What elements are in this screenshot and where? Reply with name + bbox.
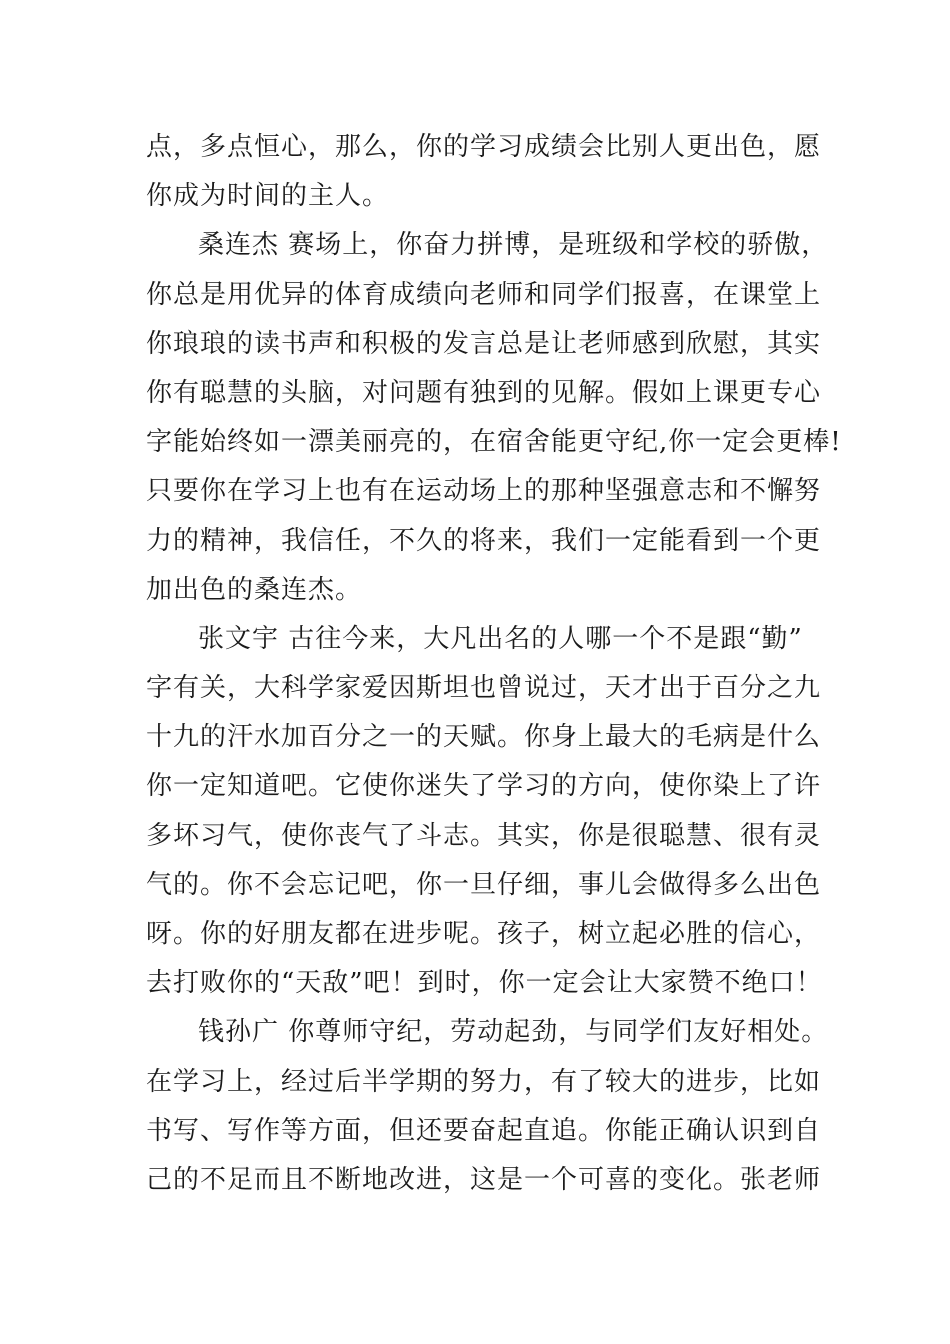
text-line: 字能始终如一漂美丽亮的，在宿舍能更守纪,你一定会更棒! <box>146 427 842 458</box>
text-line: 十九的汗水加百分之一的天赋。你身上最大的毛病是什么 <box>146 722 822 753</box>
text-line: 加出色的桑连杰。 <box>146 574 363 605</box>
paragraph-start-line: 张文宇 古往今来，大凡出名的人哪一个不是跟“勤” <box>198 623 803 654</box>
text-line: 多坏习气，使你丧气了斗志。其实，你是很聪慧、很有灵 <box>146 820 822 851</box>
text-line: 呀。你的好朋友都在进步呢。孩子，树立起必胜的信心， <box>146 919 822 949</box>
text-line: 字有关，大科学家爱因斯坦也曾说过，天才出于百分之九 <box>146 673 822 704</box>
text-line: 你成为时间的主人。 <box>146 181 390 212</box>
text-line: 点，多点恒心，那么，你的学习成绩会比别人更出色，愿 <box>146 132 822 162</box>
text-line: 你琅琅的读书声和积极的发言总是让老师感到欣慰，其实 <box>146 328 822 359</box>
text-line: 你总是用优异的体育成绩向老师和同学们报喜，在课堂上 <box>146 279 822 310</box>
document-body <box>146 123 842 1205</box>
paragraph-start-line: 桑连杰 赛场上，你奋力拼博，是班级和学校的骄傲， <box>198 230 829 261</box>
text-line: 你有聪慧的头脑，对问题有独到的见解。假如上课更专心 <box>146 377 822 408</box>
text-line: 你一定知道吧。它使你迷失了学习的方向，使你染上了许 <box>146 771 822 802</box>
text-line: 己的不足而且不断地改进，这是一个可喜的变化。张老师 <box>146 1164 822 1195</box>
text-line: 气的。你不会忘记吧，你一旦仔细，事儿会做得多么出色 <box>146 869 822 900</box>
text-line: 只要你在学习上也有在运动场上的那种坚强意志和不懈努 <box>146 476 822 507</box>
text-line: 在学习上，经过后半学期的努力，有了较大的进步，比如 <box>146 1066 822 1097</box>
paragraph-start-line: 钱孙广 你尊师守纪，劳动起劲，与同学们友好相处。 <box>198 1017 829 1048</box>
text-line: 书写、写作等方面，但还要奋起直追。你能正确认识到自 <box>146 1115 822 1146</box>
text-line: 力的精神，我信任，不久的将来，我们一定能看到一个更 <box>146 525 822 556</box>
text-line: 去打败你的“天敌”吧！到时，你一定会让大家赞不绝口！ <box>146 968 823 999</box>
